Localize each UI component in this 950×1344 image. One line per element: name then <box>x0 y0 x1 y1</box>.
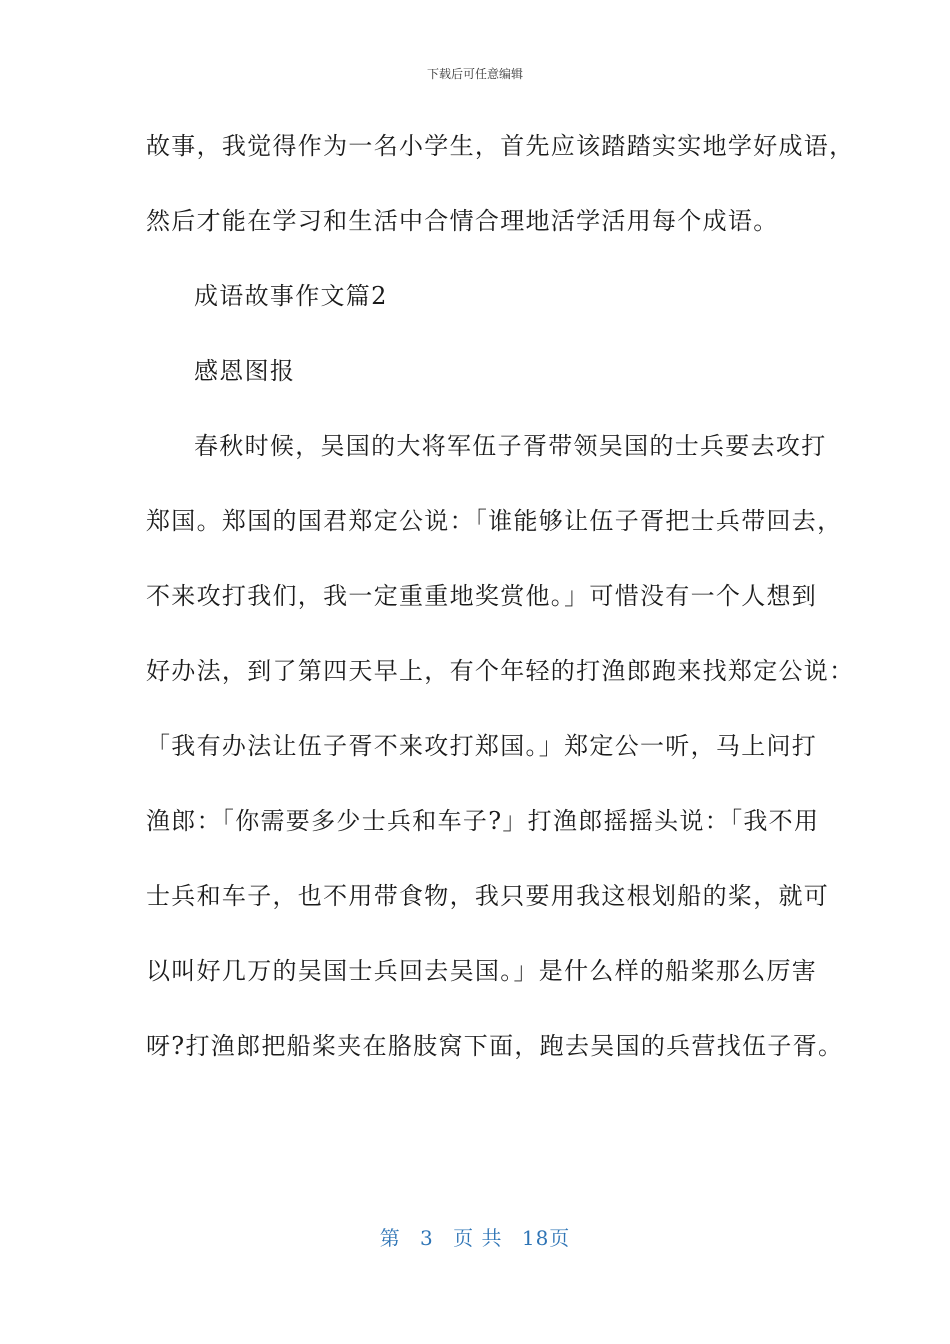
paragraph-line: 以叫好几万的吴国士兵回去吴国。」是什么样的船桨那么厉害 <box>146 957 818 985</box>
paragraph-line: 好办法，到了第四天早上，有个年轻的打渔郎跑来找郑定公说： <box>146 657 855 685</box>
story-title: 感恩图报 <box>194 357 296 385</box>
section-title: 成语故事作文篇2 <box>194 282 388 310</box>
page-footer <box>0 1224 950 1252</box>
paragraph-line: 然后才能在学习和生活中合情合理地活学活用每个成语。 <box>146 207 779 235</box>
paragraph-line: 故事，我觉得作为一名小学生，首先应该踏踏实实地学好成语， <box>146 132 855 160</box>
page-number-middle: 页 共 <box>453 1226 503 1250</box>
paragraph-line: 渔郎：「你需要多少士兵和车子?」打渔郎摇摇头说：「我不用 <box>146 807 820 835</box>
paragraph-line: 春秋时候，吴国的大将军伍子胥带领吴国的士兵要去攻打 <box>194 432 827 460</box>
paragraph-line: 郑国。郑国的国君郑定公说：「谁能够让伍子胥把士兵带回去， <box>146 507 843 535</box>
paragraph-line: 「我有办法让伍子胥不来攻打郑国。」郑定公一听，马上问打 <box>146 732 818 760</box>
paragraph-line: 不来攻打我们，我一定重重地奖赏他。」可惜没有一个人想到 <box>146 582 818 610</box>
page-number-prefix: 第 <box>379 1226 401 1250</box>
document-body <box>146 124 855 1099</box>
current-page-number: 3 <box>420 1226 434 1250</box>
paragraph-line: 呀?打渔郎把船桨夹在胳肢窝下面，跑去吴国的兵营找伍子胥。 <box>146 1032 844 1060</box>
paragraph-line: 士兵和车子，也不用带食物，我只要用我这根划船的桨，就可 <box>146 882 830 910</box>
page-header: 下载后可任意编辑 <box>426 67 523 81</box>
total-pages: 18页 <box>521 1226 571 1250</box>
